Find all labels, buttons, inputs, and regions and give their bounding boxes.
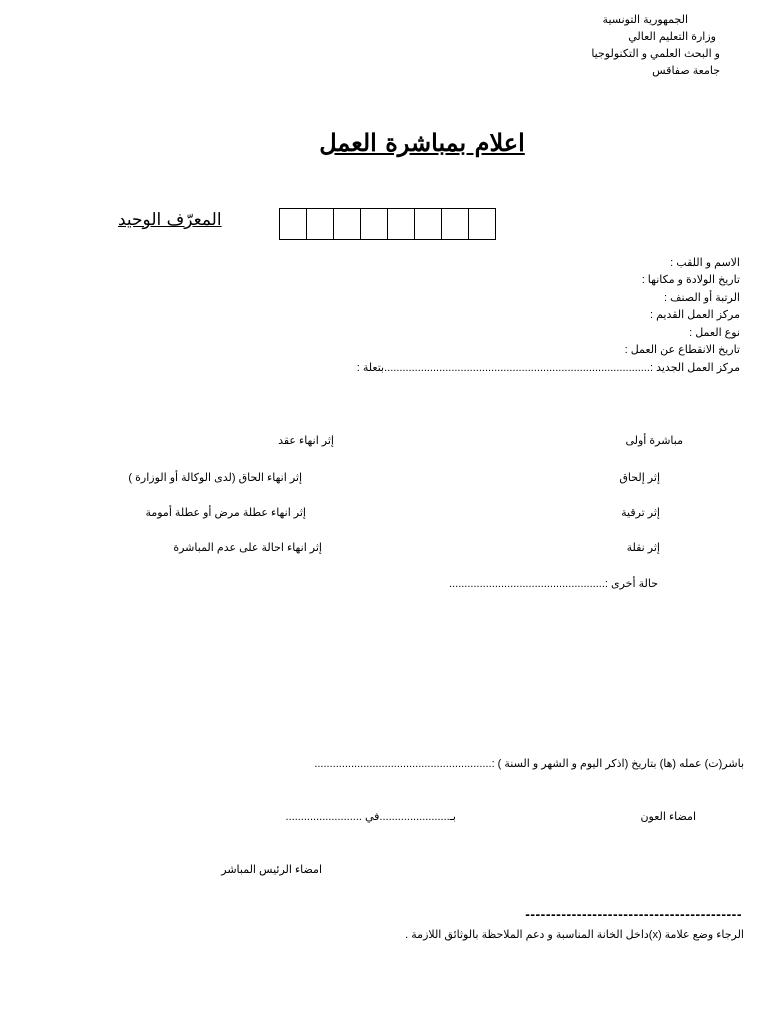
page-title: اعلام بمباشرة العمل	[319, 128, 525, 157]
id-box[interactable]	[387, 209, 414, 239]
agent-signature-label: امضاء العون	[640, 811, 696, 823]
option-end-contract[interactable]: إثر انهاء عقد	[278, 435, 334, 447]
header-research: و البحث العلمي و التكنولوجيا	[591, 48, 720, 60]
option-end-leave[interactable]: إثر انهاء عطلة مرض أو عطلة أمومة	[145, 507, 306, 519]
option-after-promotion[interactable]: إثر ترقية	[621, 507, 660, 519]
id-box[interactable]	[441, 209, 468, 239]
id-box[interactable]	[360, 209, 387, 239]
option-after-secondment[interactable]: إثر إلحاق	[619, 472, 660, 484]
field-new-workplace: مركز العمل الجديد :.......................................................................................بتعلة :	[356, 362, 740, 374]
footer-separator: ------------------------------------------	[525, 906, 742, 922]
field-old-workplace: مركز العمل القديم :	[649, 309, 740, 321]
header-ministry: وزارة التعليم العالي	[628, 31, 716, 43]
option-other-case[interactable]: حالة أخرى :...................................................	[449, 578, 658, 590]
id-box[interactable]	[280, 209, 306, 239]
unique-id-label: المعرّف الوحيد	[118, 210, 222, 230]
start-date-line: باشر(ت) عمله (ها) بتاريخ (اذكر اليوم و الشهر و السنة ) :..........................................................	[314, 758, 744, 770]
field-name: الاسم و اللقب :	[670, 257, 740, 269]
option-first-start[interactable]: مباشرة أولى	[625, 435, 683, 447]
header-republic: الجمهورية التونسية	[602, 14, 688, 26]
header-university: جامعة صفاقس	[652, 65, 720, 77]
id-box[interactable]	[306, 209, 333, 239]
field-grade: الرتبة أو الصنف :	[663, 292, 740, 304]
id-box[interactable]	[468, 209, 495, 239]
option-after-transfer[interactable]: إثر نقلة	[626, 542, 660, 554]
field-interruption-date: تاريخ الانقطاع عن العمل :	[624, 344, 740, 356]
field-birth: تاريخ الولادة و مكانها :	[641, 274, 740, 286]
id-box[interactable]	[333, 209, 360, 239]
id-box[interactable]	[414, 209, 441, 239]
field-work-type: نوع العمل :	[689, 327, 740, 339]
option-end-secondment[interactable]: إثر انهاء الحاق (لدى الوكالة أو الوزارة )	[128, 472, 302, 484]
footer-note: الرجاء وضع علامة (x)داخل الخانة المناسبة و دعم الملاحظة بالوثائق اللازمة .	[405, 929, 744, 941]
place-date-line: بـ.......................في .........................	[285, 811, 456, 823]
option-end-non-activity[interactable]: إثر انهاء احالة على عدم المباشرة	[173, 542, 322, 554]
supervisor-signature-label: امضاء الرئيس المباشر	[221, 864, 322, 876]
unique-id-boxes[interactable]	[279, 208, 496, 240]
